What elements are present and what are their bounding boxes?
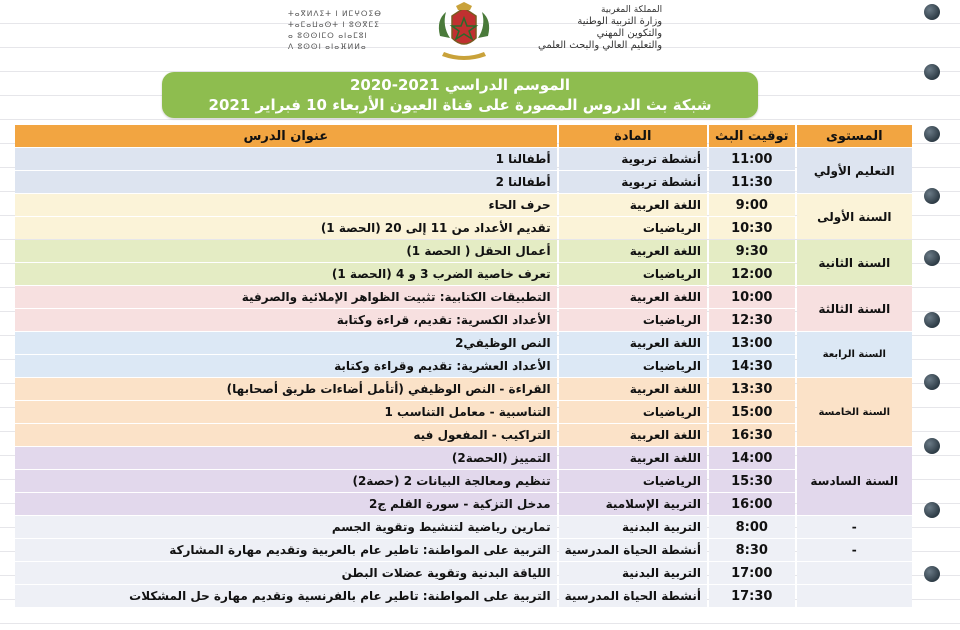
- table-row: [15, 401, 912, 423]
- table-row: [15, 217, 912, 239]
- subject-cell: اللغة العربية: [559, 194, 707, 216]
- ministry-line: والتكوين المهني: [596, 28, 663, 39]
- level-cell: [797, 562, 912, 584]
- time-cell: 14:30: [709, 355, 795, 377]
- binder-ring-icon: [924, 4, 940, 20]
- time-cell: 15:00: [709, 401, 795, 423]
- subject-cell: التربية البدنية: [559, 562, 707, 584]
- lesson-cell: الأعداد العشرية: تقديم وقراءة وكتابة: [15, 355, 557, 377]
- time-cell: 12:30: [709, 309, 795, 331]
- table-row: [15, 516, 912, 538]
- lesson-cell: التناسبية - معامل التناسب 1: [15, 401, 557, 423]
- time-cell: 12:00: [709, 263, 795, 285]
- level-cell: -: [797, 516, 912, 538]
- time-cell: 9:00: [709, 194, 795, 216]
- lesson-cell: التطبيقات الكتابية: تثبيت الظواهر الإملائية والصرفية: [15, 286, 557, 308]
- ministry-line: والتعليم العالي والبحث العلمي: [538, 40, 663, 51]
- coat-of-arms-icon: [432, 2, 496, 66]
- table-row: [15, 562, 912, 584]
- lesson-cell: التربية على المواطنة: تاطير عام بالفرنسية وتقديم مهارة حل المشكلات: [15, 585, 557, 607]
- subject-cell: الرياضيات: [559, 470, 707, 492]
- header-subject: المادة: [559, 125, 707, 147]
- subject-cell: أنشطة تربوية: [559, 148, 707, 170]
- level-cell: التعليم الأولي: [797, 148, 912, 193]
- subject-cell: اللغة العربية: [559, 447, 707, 469]
- binder-ring-icon: [924, 374, 940, 390]
- lesson-cell: اللياقة البدنية وتقوية عضلات البطن: [15, 562, 557, 584]
- table-row: [15, 378, 912, 400]
- notebook-binding: [918, 0, 946, 630]
- time-cell: 13:30: [709, 378, 795, 400]
- kingdom-name: المملكة المغربية: [601, 5, 663, 15]
- subject-cell: اللغة العربية: [559, 240, 707, 262]
- lesson-cell: تمارين رياضية لتنشيط وتقوية الجسم: [15, 516, 557, 538]
- lesson-cell: القراءة - النص الوظيفي (أتأمل أضاءات طريق أصحابها): [15, 378, 557, 400]
- lesson-cell: التراكيب - المفعول فيه: [15, 424, 557, 446]
- subject-cell: التربية الإسلامية: [559, 493, 707, 515]
- time-cell: 16:30: [709, 424, 795, 446]
- subject-cell: أنشطة الحياة المدرسية: [559, 539, 707, 561]
- time-cell: 11:30: [709, 171, 795, 193]
- level-cell: السنة الرابعة: [797, 332, 912, 377]
- table-row: [15, 424, 912, 446]
- binder-ring-icon: [924, 566, 940, 582]
- lesson-cell: تنظيم ومعالجة البيانات 2 (حصة2): [15, 470, 557, 492]
- lesson-cell: أعمال الحقل ( الحصة 1): [15, 240, 557, 262]
- table-row: [15, 332, 912, 354]
- header-lesson: عنوان الدرس: [15, 125, 557, 147]
- binder-ring-icon: [924, 502, 940, 518]
- table-row: [15, 355, 912, 377]
- table-row: [15, 263, 912, 285]
- time-cell: 10:00: [709, 286, 795, 308]
- lesson-cell: تعرف خاصية الضرب 3 و 4 (الحصة 1): [15, 263, 557, 285]
- time-cell: 8:00: [709, 516, 795, 538]
- time-cell: 17:30: [709, 585, 795, 607]
- subject-cell: الرياضيات: [559, 355, 707, 377]
- lesson-cell: النص الوظيفي2: [15, 332, 557, 354]
- tifinagh-line: ⵜⴰⵎⴰⵡⴰⵙⵜ ⵏ ⵓⵙⴳⵎⵉ: [288, 20, 380, 29]
- level-cell: السنة الخامسة: [797, 378, 912, 446]
- level-cell: -: [797, 539, 912, 561]
- time-cell: 13:00: [709, 332, 795, 354]
- header-time: توقيت البث: [709, 125, 795, 147]
- school-year-title: الموسم الدراسي 2021-2020: [349, 76, 571, 94]
- table-row: [15, 585, 912, 607]
- binder-ring-icon: [924, 188, 940, 204]
- lesson-cell: الأعداد الكسرية: تقديم، قراءة وكتابة: [15, 309, 557, 331]
- level-cell: السنة الثانية: [797, 240, 912, 285]
- level-cell: السنة الثالثة: [797, 286, 912, 331]
- level-cell: السنة السادسة: [797, 447, 912, 515]
- table-row: [15, 148, 912, 170]
- binder-ring-icon: [924, 250, 940, 266]
- tifinagh-line: ⴰ ⵓⵙⵙⵏⵎⵔ ⴰⵏⴰⵎⵓⵏ: [288, 31, 368, 40]
- subject-cell: الرياضيات: [559, 401, 707, 423]
- time-cell: 17:00: [709, 562, 795, 584]
- table-row: [15, 240, 912, 262]
- subject-cell: اللغة العربية: [559, 424, 707, 446]
- lesson-cell: أطفالنا 2: [15, 171, 557, 193]
- level-cell: [797, 585, 912, 607]
- lesson-cell: مدخل التزكية - سورة القلم ج2: [15, 493, 557, 515]
- document-header: [0, 0, 960, 70]
- table-row: [15, 447, 912, 469]
- ministry-line: وزارة التربية الوطنية: [577, 16, 663, 27]
- table-header-row: [15, 125, 912, 147]
- table-row: [15, 194, 912, 216]
- time-cell: 9:30: [709, 240, 795, 262]
- table-row: [15, 309, 912, 331]
- lesson-cell: أطفالنا 1: [15, 148, 557, 170]
- lesson-cell: التمييز (الحصة2): [15, 447, 557, 469]
- tifinagh-header: [288, 8, 382, 52]
- tifinagh-line: ⴷ ⵓⵙⵙⵏ ⴰⵏⴰⴼⵍⵍⴰ: [288, 42, 367, 51]
- lesson-cell: التربية على المواطنة: تاطير عام بالعربية وتقديم مهارة المشاركة: [15, 539, 557, 561]
- subject-cell: اللغة العربية: [559, 378, 707, 400]
- subject-cell: أنشطة تربوية: [559, 171, 707, 193]
- subject-cell: اللغة العربية: [559, 286, 707, 308]
- time-cell: 15:30: [709, 470, 795, 492]
- table-row: [15, 493, 912, 515]
- subject-cell: اللغة العربية: [559, 332, 707, 354]
- table-row: [15, 539, 912, 561]
- time-cell: 10:30: [709, 217, 795, 239]
- schedule-title: شبكة بث الدروس المصورة على قناة العيون الأربعاء 10 فبراير 2021: [208, 96, 712, 114]
- lesson-cell: حرف الحاء: [15, 194, 557, 216]
- table-row: [15, 171, 912, 193]
- time-cell: 8:30: [709, 539, 795, 561]
- tifinagh-line: ⵜⴰⴳⵍⴷⵉⵜ ⵏ ⵍⵎⵖⵔⵉⴱ: [288, 9, 382, 18]
- subject-cell: أنشطة الحياة المدرسية: [559, 585, 707, 607]
- broadcast-schedule-table: [13, 124, 914, 608]
- binder-ring-icon: [924, 64, 940, 80]
- lesson-cell: تقديم الأعداد من 11 إلى 20 (الحصة 1): [15, 217, 557, 239]
- binder-ring-icon: [924, 438, 940, 454]
- title-banner: [162, 72, 758, 118]
- time-cell: 16:00: [709, 493, 795, 515]
- subject-cell: التربية البدنية: [559, 516, 707, 538]
- header-level: المستوى: [797, 125, 912, 147]
- subject-cell: الرياضيات: [559, 263, 707, 285]
- subject-cell: الرياضيات: [559, 217, 707, 239]
- table-row: [15, 470, 912, 492]
- time-cell: 14:00: [709, 447, 795, 469]
- level-cell: السنة الأولى: [797, 194, 912, 239]
- table-row: [15, 286, 912, 308]
- ministry-header: [538, 4, 662, 52]
- binder-ring-icon: [924, 312, 940, 328]
- binder-ring-icon: [924, 126, 940, 142]
- time-cell: 11:00: [709, 148, 795, 170]
- subject-cell: الرياضيات: [559, 309, 707, 331]
